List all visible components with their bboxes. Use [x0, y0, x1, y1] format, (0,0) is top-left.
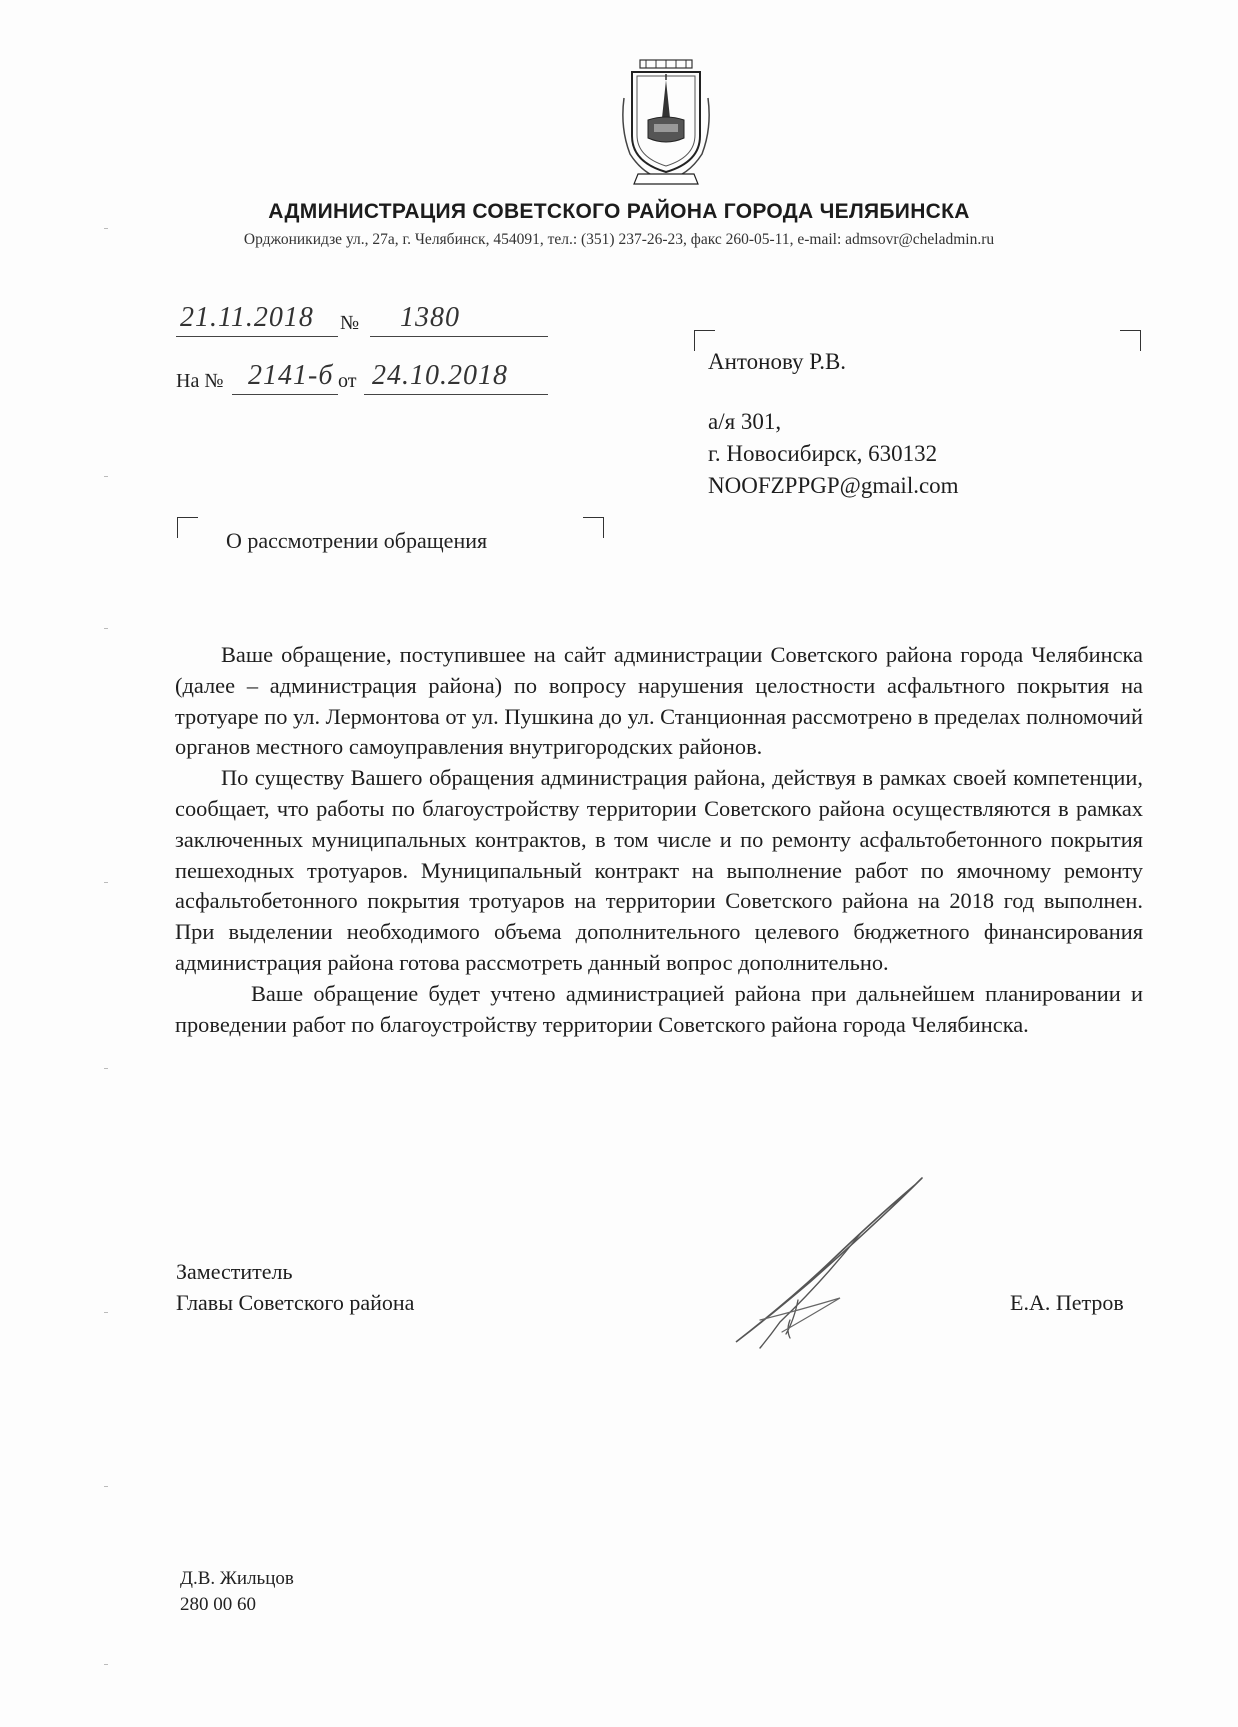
- executor-name: Д.В. Жильцов: [180, 1568, 294, 1589]
- scan-speck: [104, 1664, 108, 1665]
- body-paragraph-2: По существу Вашего обращения администрация района, действуя в рамках своей компетенции, сообщает, что работы по благоустройству территории Советского района осуществляются в рамках заключенных муниципальных контрактов, в том числе и по ремонту асфальтобетонного покрытия пешеходных тротуаров. Муниципальный контракт на выполнение работ по ямочному ремонту асфальтобетонного покрытия тротуаров на территории Советского района на 2018 год выполнен. При выделении необходимого объема дополнительного целевого бюджетного финансирования администрация района готова рассмотреть данный вопрос дополнительно.: [175, 765, 1143, 975]
- scan-speck: [104, 1486, 108, 1487]
- recipient-name: Антонову Р.В.: [708, 349, 847, 374]
- body-paragraph-1: Ваше обращение, поступившее на сайт администрации Советского района города Челябинска (далее – администрация района) по вопросу нарушения целостности асфальтного покрытия на тротуаре по ул. Лермонтова от ул. Пушкина до ул. Станционная рассмотрено в пределах полномочий органов местного самоуправления внутригородских районов.: [175, 642, 1143, 760]
- reply-date-underline: [364, 394, 548, 395]
- organization-contacts: Орджоникидзе ул., 27а, г. Челябинск, 454091, тел.: (351) 237-26-23, факс 260-05-11, e-mail: admsovr@cheladmin.ru: [243, 231, 995, 248]
- executor-phone: 280 00 60: [180, 1594, 256, 1615]
- letter-body: [175, 640, 1143, 1040]
- subject-corner-right: [583, 517, 604, 538]
- scan-speck: [104, 882, 108, 883]
- scan-speck: [104, 628, 108, 629]
- scan-speck: [104, 1312, 108, 1313]
- signatory-name: Е.А. Петров: [1010, 1290, 1124, 1315]
- recipient-city: г. Новосибирск, 630132: [708, 441, 938, 466]
- date-underline: [176, 336, 338, 337]
- scan-speck: [104, 476, 108, 477]
- scan-speck: [104, 1068, 108, 1069]
- recipient-po-box: а/я 301,: [708, 409, 782, 434]
- subject-corner-left: [177, 517, 198, 538]
- reply-from-label: от: [338, 370, 357, 392]
- signatory-title-line-2: Главы Советского района: [176, 1290, 415, 1315]
- reply-number-underline: [232, 394, 338, 395]
- number-label: №: [340, 312, 360, 334]
- coat-of-arms-emblem: [618, 58, 714, 190]
- recipient-email: NOOFZPPGP@gmail.com: [708, 473, 959, 498]
- recipient-corner-right: [1120, 330, 1141, 351]
- registration-date: 21.11.2018: [180, 302, 314, 333]
- organization-name: АДМИНИСТРАЦИЯ СОВЕТСКОГО РАЙОНА ГОРОДА ЧЕЛЯБИНСКА: [268, 200, 970, 223]
- scan-speck: [104, 228, 108, 229]
- letter-subject: О рассмотрении обращения: [226, 528, 488, 553]
- handwritten-signature: [690, 1170, 940, 1360]
- number-underline: [370, 336, 548, 337]
- body-paragraph-3: Ваше обращение будет учтено администрацией района при дальнейшем планировании и проведении работ по благоустройству территории Советского района города Челябинска.: [175, 980, 1143, 1037]
- reply-number: 2141-б: [248, 360, 334, 391]
- reply-date: 24.10.2018: [372, 360, 508, 391]
- reply-number-label: На №: [176, 370, 224, 392]
- signatory-title-line-1: Заместитель: [176, 1259, 293, 1284]
- registration-number: 1380: [400, 302, 460, 333]
